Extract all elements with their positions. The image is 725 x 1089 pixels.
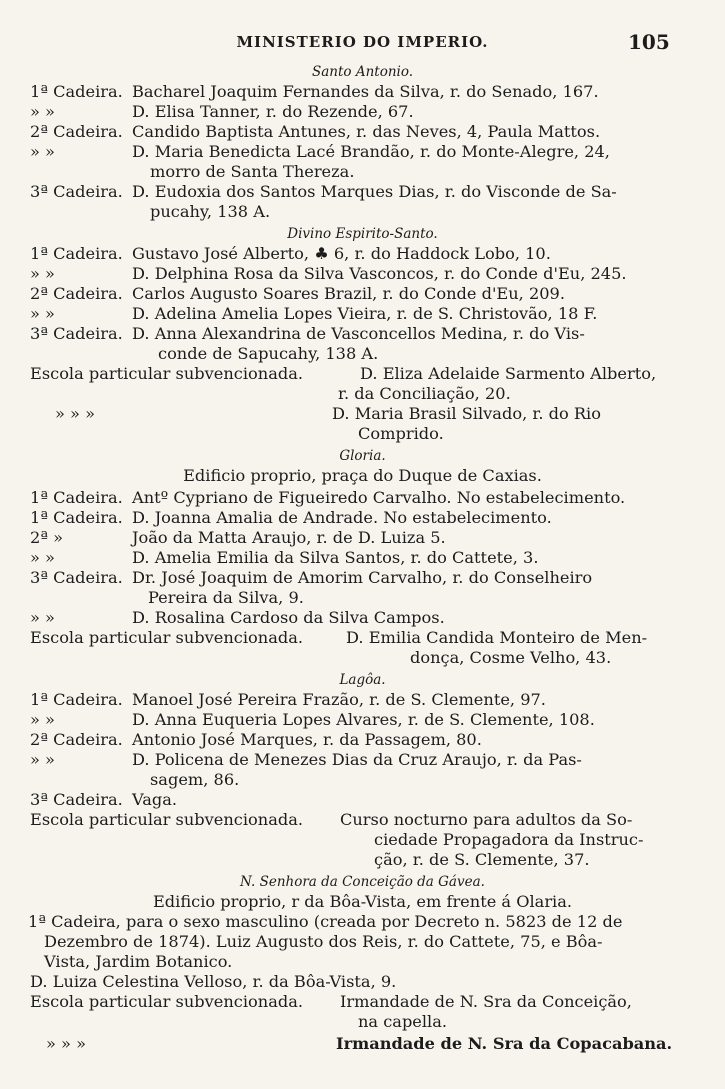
section-title: N. Senhora da Conceição da Gávea. bbox=[240, 874, 485, 890]
section-title: Santo Antonio. bbox=[311, 64, 414, 80]
document-page: MINISTERIO DO IMPERIO. 105 Santo Antonio. 1ª Cadeira. Bacharel Joaquim Fernandes da Silva, r. do Senado, 167. » » D. Elisa Tanner, r. do Rezende, 67. 2ª Cadeira. Candido Baptista Antunes, r. das Neves, 4, Paula Mattos. » » D. Maria Benedicta Lacé Brandão, r. do Monte-Alegre, 24, morro de Santa Thereza. 3ª Cadeira. D. Eudoxia dos Santos Marques Dias, r. do Visconde de Sa- pucahy, 138 A. Divino Espirito-Santo. 1ª Cadeira. Gustavo José Alberto, ♣ 6, r. do Haddock Lobo, 10. » » D. Delphina Rosa da Silva Vasconcos, r. do Conde d'Eu, 245. 2ª Cadeira. Carlos Augusto Soares Brazil, r. do Conde d'Eu, 209. » » D. Adelina Amelia Lopes Vieira, r. de S. Christovão, 18 F. 3ª Cadeira. D. Anna Alexandrina de Vasconcellos Medina, r. do Vis- conde de Sapucahy, 138 A. Escola particular subvencionada. D. Eliza Adelaide Sarmento Alberto, r. da Conciliação, 20. » » » D. Maria Brasil Silvado, r. do Rio Comprido. Gloria. Edificio proprio, praça do Duque de Caxias. 1ª Cadeira. Antº Cypriano de Figueiredo Carvalho. No estabelecimento. 1ª Cadeira. D. Joanna Amalia de Andrade. No estabelecimento. 2ª » João da Matta Araujo, r. de D. Luiza 5. » » D. Amelia Emilia da Silva Santos, r. do Cattete, 3. 3ª Cadeira. Dr. José Joaquim de Amorim Carvalho, r. do Conselheiro Pereira da Silva, 9. » » D. Rosalina Cardoso da Silva Campos. Escola particular subvencionada. D. Emilia Candida Monteiro de Men- donça, Cosme Velho, 43. Lagôa. 1ª Cadeira. Manoel José Pereira Frazão, r. de S. Clemente, 97. » » D. Anna Euqueria Lopes Alvares, r. de S. Clemente, 108. 2ª Cadeira. Antonio José Marques, r. da Passagem, 80. » » D. Policena de Menezes Dias da Cruz Araujo, r. da Pas- sagem, 86. 3ª Cadeira. Vaga. Escola particular subvencionada. Curso nocturno para adultos da So- ciedade Propagadora da Instruc- ção, r. de S. Clemente, 37. N. Senhora da Conceição da Gávea. Edificio proprio, r da Bôa-Vista, em frente á Olaria. 1ª Cadeira, para o sexo masculino (creada por Decreto n. 5823 de 12 de Dezembro de 1874). Luiz Augusto dos Reis, r. do Cattete, 75, e Bôa- Vista, Jardim Botanico. D. Luiza Celestina Velloso, r. da Bôa-Vista, 9. Escola particular subvencionada. Irmandade de N. Sra da Conceição, na capella. » » » Irmandade de N. Sra da Copacabana. bbox=[0, 0, 725, 1089]
section-title: Divino Espirito-Santo. bbox=[287, 226, 438, 242]
page-number: 105 bbox=[628, 30, 670, 54]
section-title: Lagôa. bbox=[339, 672, 386, 688]
section-title: Gloria. bbox=[339, 448, 386, 464]
building-note: Edificio proprio, praça do Duque de Caxias. bbox=[183, 466, 542, 485]
running-header: MINISTERIO DO IMPERIO. bbox=[236, 33, 489, 51]
building-note: Edificio proprio, r da Bôa-Vista, em frente á Olaria. bbox=[152, 892, 573, 911]
